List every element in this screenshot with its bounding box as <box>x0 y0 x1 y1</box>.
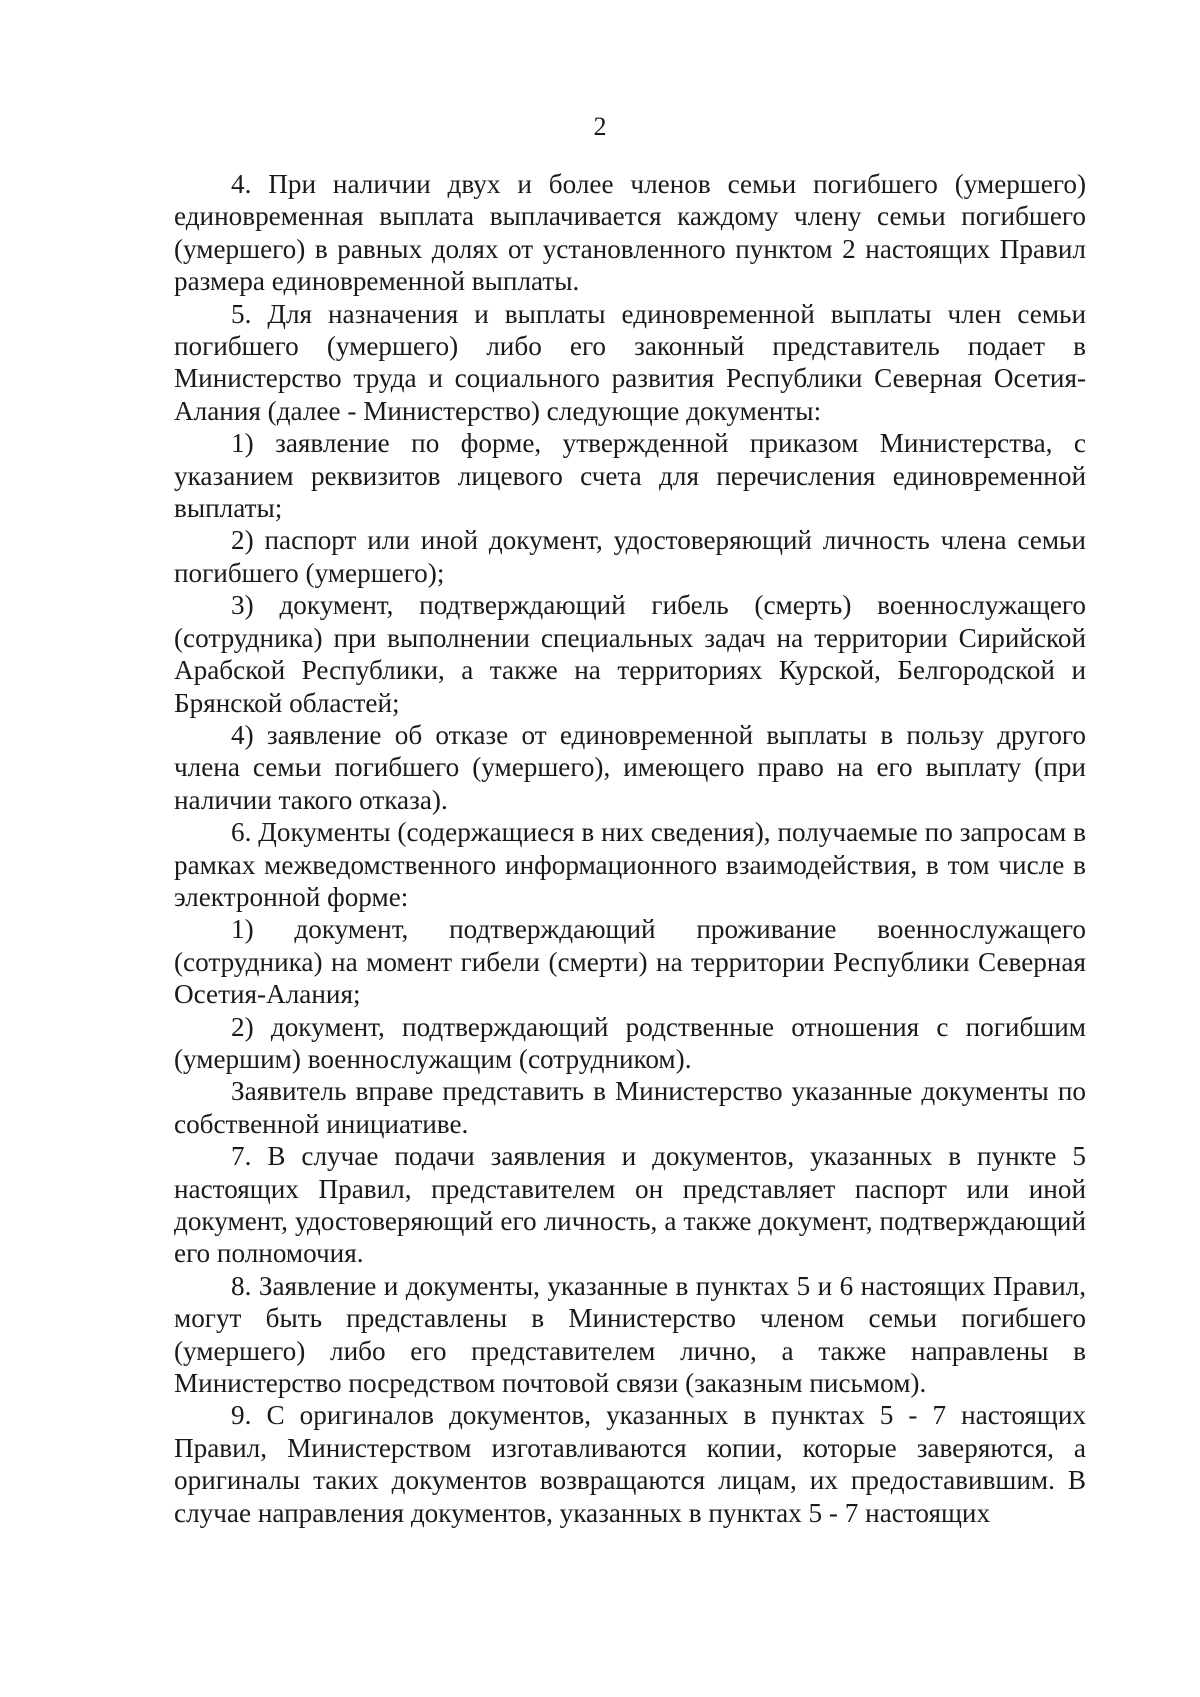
paragraph-applicant-note: Заявитель вправе представить в Министерство указанные документы по собственной инициативе. <box>174 1076 1086 1139</box>
paragraph-7: 7. В случае подачи заявления и документов, указанных в пункте 5 настоящих Правил, представителем он представляет паспорт или иной документ, удостоверяющий его личность, а также документ, подтверждающий его полномочия. <box>174 1141 1086 1269</box>
paragraph-6: 6. Документы (содержащиеся в них сведения), получаемые по запросам в рамках межведомственного информационного взаимодействия, в том числе в электронной форме: <box>174 817 1086 912</box>
paragraph-9: 9. С оригиналов документов, указанных в пунктах 5 - 7 настоящих Правил, Министерством изготавливаются копии, которые заверяются, а оригиналы таких документов возвращаются лицам, их предоставившим. В случае направления документов, указанных в пунктах 5 - 7 настоящих <box>174 1400 1086 1528</box>
paragraph-5: 5. Для назначения и выплаты единовременной выплаты член семьи погибшего (умершего) либо его законный представитель подает в Министерство труда и социального развития Республики Северная Осетия-Алания (далее - Министерство) следующие документы: <box>174 298 1086 426</box>
paragraph-5-item-2: 2) паспорт или иной документ, удостоверяющий личность члена семьи погибшего (умершего); <box>174 525 1086 588</box>
document-body <box>174 168 1086 1529</box>
paragraph-8: 8. Заявление и документы, указанные в пунктах 5 и 6 настоящих Правил, могут быть представлены в Министерство членом семьи погибшего (умершего) либо его представителем лично, а также направлены в Министерство посредством почтовой связи (заказным письмом). <box>174 1270 1086 1399</box>
paragraph-6-item-1: 1) документ, подтверждающий проживание военнослужащего (сотрудника) на момент гибели (смерти) на территории Республики Северная Осетия-Алания; <box>174 914 1086 1010</box>
paragraph-6-item-2: 2) документ, подтверждающий родственные отношения с погибшим (умершим) военнослужащим (сотрудником). <box>174 1011 1086 1074</box>
paragraph-5-item-4: 4) заявление об отказе от единовременной выплаты в пользу другого члена семьи погибшего (умершего), имеющего право на его выплату (при наличии такого отказа). <box>174 719 1086 815</box>
paragraph-4: 4. При наличии двух и более членов семьи погибшего (умершего) единовременная выплата выплачивается каждому члену семьи погибшего (умершего) в равных долях от установленного пунктом 2 настоящих Правил размера единовременной выплаты. <box>174 169 1086 297</box>
paragraph-5-item-3: 3) документ, подтверждающий гибель (смерть) военнослужащего (сотрудника) при выполнении специальных задач на территории Сирийской Арабской Республики, а также на территориях Курской, Белгородской и Брянской областей; <box>174 590 1086 718</box>
page-number: 2 <box>593 112 607 141</box>
paragraph-5-item-1: 1) заявление по форме, утвержденной приказом Министерства, с указанием реквизитов лицевого счета для перечисления единовременной выплаты; <box>174 428 1086 524</box>
